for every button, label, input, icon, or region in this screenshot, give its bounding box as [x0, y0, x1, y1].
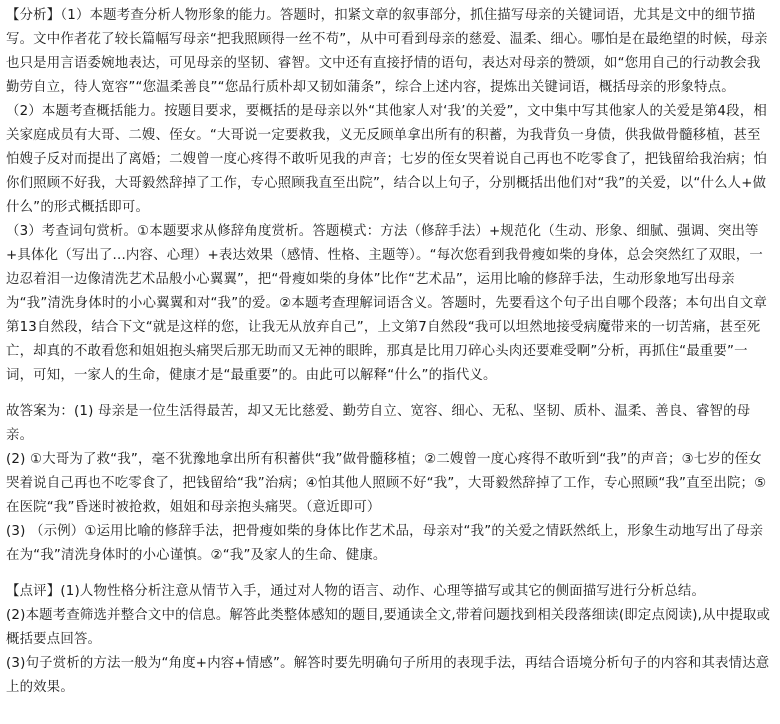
answer-paragraph-1: 故答案为：(1) 母亲是一位生活得最苦，却又无比慈爱、勤劳自立、宽容、细心、无私、坚韧、质朴、温柔、善良、睿智的母亲。	[6, 404, 751, 443]
section-gap	[6, 388, 774, 400]
analysis-paragraph-3: （3）考查词句赏析。①本题要求从修辞角度赏析。答题模式：方法（修辞手法）+规范化（生动、形象、细腻、强调、突出等+具体化（写出了...内容、心理）+表达效果（感情、性格、主题等）。“每次您看到我骨瘦如柴的身体，总会突然红了双眼，一边忍着泪一边像清洗艺术品般小心翼翼”，把“骨瘦如柴的身体”比作“艺术品”，运用比喻的修辞手法，生动形象地写出母亲为“我”清洗身体时的小心翼翼和对“我”的爱。②本题考查理解词语含义。答题时，先要看这个句子出自哪个段落；本句出自文章第13自然段，结合下文“就是这样的您，让我无从放弃自己”，上文第7自然段“我可以坦然地接受病魔带来的一切苦痛，甚至死亡，却真的不敢看您和姐姐抱头痛哭后那无助而又无神的眼眸，那真是比用刀碎心头肉还要难受啊”分析，再抓住“最重要”一词，可知，一家人的生命，健康才是“最重要”的。由此可以解释“什么”的指代义。	[6, 224, 768, 383]
analysis-paragraph-1: 【分析】（1）本题考查分析人物形象的能力。答题时，扣紧文章的叙事部分，抓住描写母亲的关键词语，尤其是文中的细节描写。文中作者花了较长篇幅写母亲“把我照顾得一丝不苟”，从中可看到母亲的慈爱、温柔、细心。哪怕是在最绝望的时候，母亲也只是用言语委婉地表达，可见母亲的坚韧、睿智。文中还有直接抒情的语句，表达对母亲的赞颂，如“您用自己的行动教会我勤劳自立，待人宽容”“您温柔善良”“您品行质朴却又韧如蒲条”，综合上述内容，提炼出关键词语，概括母亲的形象特点。	[6, 8, 768, 95]
comment-paragraph-2: (2)本题考查筛选并整合文中的信息。解答此类整体感知的题目,要通读全文,带着问题找到相关段落细读(即定点阅读),从中提取或概括要点回答。	[6, 608, 771, 647]
answer-paragraph-2: (2) ①大哥为了救“我”，毫不犹豫地拿出所有积蓄供“我”做骨髓移植；②二嫂曾一度心疼得不敢听到“我”的声音；③七岁的侄女哭着说自己再也不吃零食了，把钱留给“我”治病；④怕其他人照顾不好“我”，大哥毅然辞掉了工作，专心照顾“我”直至出院；⑤在医院“我”昏迷时被抢救，姐姐和母亲抱头痛哭。（意近即可）	[6, 452, 767, 515]
answer-paragraph-3: (3) （示例）①运用比喻的修辞手法，把骨瘦如柴的身体比作艺术品，母亲对“我”的关爱之情跃然纸上，形象生动地写出了母亲在为“我”清洗身体时的小心谨慎。②“我”及家人的生命、健康。	[6, 524, 764, 563]
analysis-section	[6, 4, 774, 388]
section-gap	[6, 568, 774, 580]
analysis-paragraph-2: （2）本题考查概括能力。按题目要求，要概括的是母亲以外“其他家人对‘我’的关爱”，文中集中写其他家人的关爱是第4段，相关家庭成员有大哥、二嫂、侄女。“大哥说一定要救我，义无反顾单拿出所有的积蓄，为我背负一身债，供我做骨髓移植，甚至怕嫂子反对而提出了离婚；二嫂曾一度心疼得不敢听见我的声音；七岁的侄女哭着说自己再也不吃零食了，把钱留给我治病；怕你们照顾不好我，大哥毅然辞掉了工作，专心照顾我直至出院”，结合以上句子，分别概括出他们对“我”的关爱，以“什么人+做什么”的形式概括即可。	[6, 104, 768, 215]
answer-section	[6, 400, 774, 568]
comment-paragraph-1: 【点评】(1)人物性格分析注意从情节入手，通过对人物的语言、动作、心理等描写或其它的侧面描写进行分析总结。	[6, 584, 706, 599]
comment-section	[6, 580, 774, 700]
comment-paragraph-3: (3)句子赏析的方法一般为“角度+内容+情感”。解答时要先明确句子所用的表现手法，再结合语境分析句子的内容和其表情达意上的效果。	[6, 656, 770, 695]
